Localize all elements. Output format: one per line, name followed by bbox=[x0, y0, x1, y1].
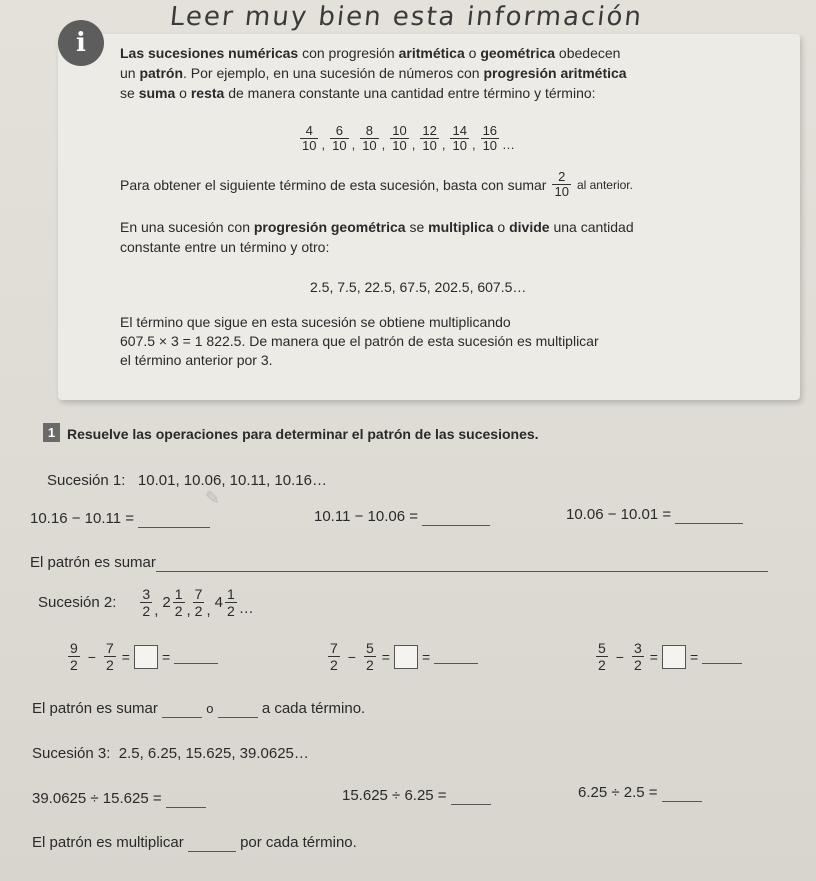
pattern-text: a cada término. bbox=[261, 700, 366, 717]
text-fragment: al anterior. bbox=[576, 177, 633, 192]
text-fragment: Para obtener el siguiente término de esta sucesión, basta con sumar bbox=[120, 176, 547, 193]
answer-box[interactable] bbox=[662, 645, 686, 669]
text-fragment: se bbox=[405, 219, 429, 235]
comma: , bbox=[351, 137, 356, 152]
sequence-2-operation-1 bbox=[66, 640, 218, 673]
numerator: 6 bbox=[335, 123, 343, 138]
sequence-1-operation-3 bbox=[566, 506, 743, 524]
operation-text: 10.06 − 10.01 = bbox=[566, 506, 672, 523]
equals-sign: = bbox=[121, 648, 130, 665]
denominator: 10 bbox=[422, 138, 437, 153]
numerator: 5 bbox=[365, 640, 374, 656]
fraction bbox=[328, 640, 340, 673]
operation-text: 39.0625 ÷ 15.625 = bbox=[32, 790, 162, 807]
answer-blank[interactable] bbox=[218, 703, 258, 718]
info-paragraph-1-line-3 bbox=[120, 84, 596, 102]
term-progresion-aritmetica: progresión aritmética bbox=[483, 65, 627, 81]
text-fragment: o bbox=[464, 45, 481, 61]
term-aritmetica: aritmética bbox=[398, 45, 465, 61]
info-paragraph-3-line-1 bbox=[120, 218, 634, 236]
equals-sign: = bbox=[161, 648, 171, 665]
denominator: 10 bbox=[392, 138, 407, 153]
fraction bbox=[450, 124, 468, 153]
text-fragment: . Por ejemplo, en una sucesión de números con bbox=[183, 65, 484, 81]
fraction-sequence bbox=[298, 124, 518, 153]
info-paragraph-4-line-1: El término que sigue en esta sucesión se obtiene multiplicando bbox=[120, 314, 511, 330]
equals-sign: = bbox=[381, 648, 390, 665]
fraction bbox=[632, 640, 644, 673]
info-paragraph-1-line-2 bbox=[120, 64, 627, 82]
denominator: 10 bbox=[452, 138, 467, 153]
faint-pencil-mark: ✎ bbox=[205, 488, 221, 509]
fraction bbox=[420, 124, 438, 153]
numerator: 5 bbox=[598, 640, 606, 656]
sequence-1-label: Sucesión 1: bbox=[47, 472, 126, 489]
handwritten-title: Leer muy bien esta información bbox=[168, 2, 645, 32]
info-paragraph-3-line-2: constante entre un término y otro: bbox=[120, 239, 330, 255]
denominator: 2 bbox=[142, 603, 151, 619]
operation-text: 10.11 − 10.06 = bbox=[314, 508, 418, 525]
fraction bbox=[225, 586, 237, 619]
sequence-2-operation-2 bbox=[326, 640, 478, 673]
sequence-2-pattern bbox=[32, 700, 365, 718]
term-geometrica: geométrica bbox=[480, 45, 556, 61]
denominator: 2 bbox=[174, 603, 183, 619]
comma: , bbox=[471, 137, 476, 152]
info-paragraph-1-line-1 bbox=[120, 44, 620, 62]
numerator: 14 bbox=[452, 123, 467, 138]
sequence-2-operation-3 bbox=[594, 640, 742, 673]
exercise-instruction: Resuelve las operaciones para determinar el patrón de las sucesiones. bbox=[67, 426, 539, 442]
sequence-1-values: 10.01, 10.06, 10.11, 10.16… bbox=[137, 472, 327, 489]
term-divide: divide bbox=[509, 219, 550, 235]
numerator: 9 bbox=[70, 640, 78, 656]
fraction bbox=[193, 586, 205, 619]
numerator: 4 bbox=[305, 123, 313, 138]
answer-blank[interactable] bbox=[702, 649, 742, 664]
numerator: 10 bbox=[392, 123, 407, 138]
fraction bbox=[364, 640, 376, 673]
term-multiplica: multiplica bbox=[428, 219, 494, 235]
whole-number: 2 bbox=[162, 594, 171, 611]
sequence-3-operation-2 bbox=[342, 787, 491, 805]
geometric-sequence-example: 2.5, 7.5, 22.5, 67.5, 202.5, 607.5… bbox=[310, 279, 527, 295]
minus-sign: − bbox=[347, 648, 356, 665]
pattern-text: por cada término. bbox=[240, 834, 357, 851]
text-fragment: una cantidad bbox=[549, 219, 634, 235]
numerator: 3 bbox=[142, 586, 151, 602]
sequence-3-label: Sucesión 3: bbox=[32, 745, 111, 762]
fraction bbox=[173, 586, 185, 619]
sequence-3-operation-1 bbox=[32, 790, 206, 808]
numerator: 1 bbox=[174, 586, 183, 602]
equals-sign: = bbox=[689, 648, 699, 665]
info-icon: i bbox=[58, 20, 104, 66]
denominator: 2 bbox=[70, 657, 78, 673]
text-fragment: con progresión bbox=[298, 45, 399, 61]
denominator: 10 bbox=[362, 138, 377, 153]
fraction bbox=[552, 170, 570, 199]
term-sucesiones: Las sucesiones numéricas bbox=[120, 45, 299, 61]
whole-number: 4 bbox=[214, 594, 223, 611]
info-paragraph-2 bbox=[120, 170, 633, 199]
answer-blank[interactable] bbox=[166, 793, 206, 808]
answer-blank[interactable] bbox=[138, 513, 210, 528]
numerator: 1 bbox=[226, 586, 235, 602]
equals-sign: = bbox=[421, 648, 431, 665]
fraction bbox=[104, 640, 116, 673]
pattern-text: o bbox=[206, 701, 214, 716]
answer-blank[interactable] bbox=[162, 703, 202, 718]
denominator: 2 bbox=[633, 657, 642, 673]
answer-blank[interactable] bbox=[451, 790, 491, 805]
denominator: 2 bbox=[226, 603, 235, 619]
equals-sign: = bbox=[649, 648, 658, 665]
term-patron: patrón bbox=[139, 65, 184, 81]
numerator: 7 bbox=[330, 640, 338, 656]
answer-box[interactable] bbox=[134, 645, 158, 669]
sequence-3-values: 2.5, 6.25, 15.625, 39.0625… bbox=[118, 745, 309, 762]
text-fragment: un bbox=[120, 65, 140, 81]
text-fragment: se bbox=[120, 85, 139, 101]
sequence-2: Sucesión 2: $\frac{3}{2}$ , 2 $\frac{1}{2}$ , $\frac{7}{2}$ , 4 $\frac{1}{2}$ … bbox=[38, 586, 254, 619]
ellipsis: … bbox=[502, 137, 516, 152]
denominator: 10 bbox=[302, 138, 317, 153]
pattern-text: El patrón es multiplicar bbox=[32, 834, 184, 851]
text-fragment: En una sucesión con bbox=[120, 219, 254, 235]
fraction bbox=[68, 640, 80, 673]
sequence-1-pattern bbox=[30, 554, 768, 572]
comma: , bbox=[441, 137, 446, 152]
pattern-text: El patrón es sumar bbox=[30, 554, 156, 571]
numerator: 16 bbox=[482, 123, 498, 138]
denominator: 10 bbox=[332, 138, 347, 153]
fraction bbox=[300, 124, 318, 153]
text-fragment: o bbox=[175, 85, 191, 101]
text-fragment: o bbox=[493, 219, 510, 235]
numerator: 2 bbox=[558, 169, 566, 184]
info-paragraph-4-line-2: 607.5 × 3 = 1 822.5. De manera que el patrón de esta sucesión es multiplicar bbox=[120, 333, 599, 349]
fraction bbox=[390, 124, 408, 153]
numerator: 8 bbox=[365, 123, 374, 138]
fraction bbox=[330, 124, 348, 153]
numerator: 12 bbox=[422, 123, 437, 138]
denominator: 2 bbox=[330, 657, 338, 673]
denominator: 2 bbox=[365, 657, 374, 673]
answer-box[interactable] bbox=[394, 645, 418, 669]
answer-blank[interactable] bbox=[434, 649, 478, 664]
comma: , bbox=[321, 137, 326, 152]
fraction bbox=[140, 586, 152, 619]
comma: , bbox=[381, 137, 386, 152]
answer-blank[interactable] bbox=[174, 649, 218, 664]
fraction bbox=[360, 124, 378, 153]
text-fragment: obedecen bbox=[555, 45, 621, 61]
fraction bbox=[596, 640, 608, 673]
comma: , bbox=[411, 137, 416, 152]
denominator: 2 bbox=[105, 657, 114, 673]
answer-blank[interactable] bbox=[675, 509, 743, 524]
numerator: 7 bbox=[105, 640, 114, 656]
pattern-text: El patrón es sumar bbox=[32, 700, 158, 717]
info-paragraph-4-line-3: el término anterior por 3. bbox=[120, 352, 273, 368]
numerator: 3 bbox=[633, 640, 642, 656]
exercise-number: 1 bbox=[43, 423, 60, 442]
term-resta: resta bbox=[190, 85, 225, 101]
answer-blank[interactable] bbox=[188, 837, 236, 852]
sequence-2-label: Sucesión 2: bbox=[38, 594, 117, 611]
denominator: 10 bbox=[482, 138, 498, 153]
operation-text: 6.25 ÷ 2.5 = bbox=[578, 784, 658, 801]
minus-sign: − bbox=[615, 648, 624, 665]
denominator: 2 bbox=[598, 657, 606, 673]
minus-sign: − bbox=[87, 648, 96, 665]
term-suma: suma bbox=[138, 85, 176, 101]
answer-blank[interactable] bbox=[422, 511, 490, 526]
denominator: 10 bbox=[554, 184, 569, 199]
sequence-1 bbox=[47, 472, 327, 490]
sequence-1-operation-1 bbox=[30, 510, 210, 528]
denominator: 2 bbox=[194, 603, 203, 619]
term-progresion-geometrica: progresión geométrica bbox=[253, 219, 406, 235]
sequence-3-operation-3 bbox=[578, 784, 702, 802]
answer-blank[interactable] bbox=[156, 557, 768, 572]
fraction bbox=[481, 124, 499, 153]
text-fragment: de manera constante una cantidad entre término y término: bbox=[224, 85, 596, 101]
sequence-3 bbox=[32, 745, 309, 763]
operation-text: 15.625 ÷ 6.25 = bbox=[342, 787, 447, 804]
numerator: 7 bbox=[194, 586, 203, 602]
sequence-3-pattern bbox=[32, 834, 357, 852]
operation-text: 10.16 − 10.11 = bbox=[30, 510, 134, 527]
answer-blank[interactable] bbox=[662, 787, 702, 802]
sequence-1-operation-2 bbox=[314, 508, 490, 526]
